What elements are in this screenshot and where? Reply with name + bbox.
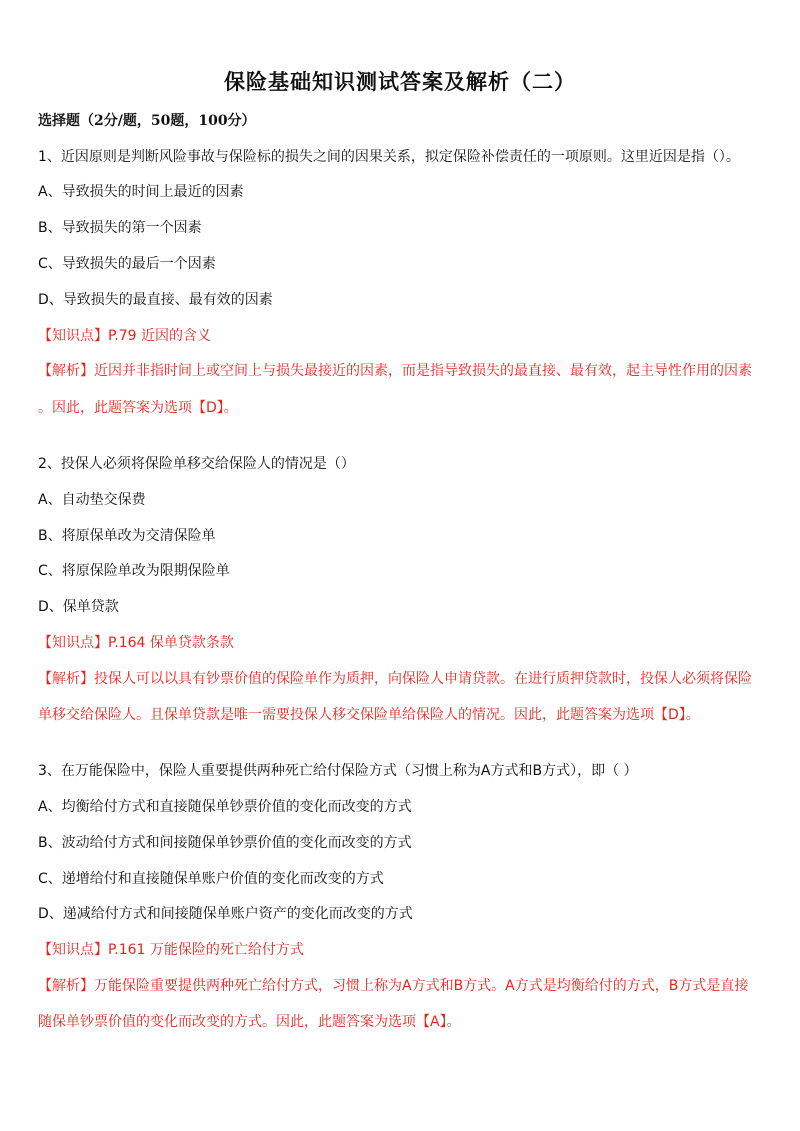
question-3-analysis-line-2: 随保单钞票价值的变化而改变的方式。因此，此题答案为选项【A】。: [38, 1014, 461, 1030]
question-2-knowledge-point: 【知识点】P.164 保单贷款条款: [38, 635, 234, 651]
question-3-knowledge-point: 【知识点】P.161 万能保险的死亡给付方式: [38, 942, 304, 958]
question-1-option-a: A、导致损失的时间上最近的因素: [38, 184, 244, 200]
question-1-stem: 1、近因原则是判断风险事故与保险标的损失之间的因果关系，拟定保险补偿责任的一项原则。这里近因是指（）。: [38, 149, 740, 165]
question-1-analysis-line-1: 【解析】近因并非指时间上或空间上与损失最接近的因素，而是指导致损失的最直接、最有效，起主导性作用的因素: [38, 363, 752, 379]
question-3-option-d: D、递减给付方式和间接随保单账户资产的变化而改变的方式: [38, 906, 413, 922]
question-2-stem: 2、投保人必须将保险单移交给保险人的情况是（）: [38, 456, 355, 472]
question-3-stem: 3、在万能保险中，保险人重要提供两种死亡给付保险方式（习惯上称为A方式和B方式），即（ ）: [38, 763, 638, 779]
question-3-option-c: C、递增给付和直接随保单账户价值的变化而改变的方式: [38, 871, 384, 887]
question-2-option-d: D、保单贷款: [38, 599, 119, 615]
question-2-option-a: A、自动垫交保费: [38, 492, 146, 508]
question-3-analysis-line-1: 【解析】万能保险重要提供两种死亡给付方式，习惯上称为A方式和B方式。A方式是均衡给付的方式，B方式是直接: [38, 978, 749, 994]
question-3-option-a: A、均衡给付方式和直接随保单钞票价值的变化而改变的方式: [38, 799, 412, 815]
question-2-analysis-line-1: 【解析】投保人可以以具有钞票价值的保险单作为质押，向保险人申请贷款。在进行质押贷款时，投保人必须将保险: [38, 671, 752, 687]
question-3-option-b: B、波动给付方式和间接随保单钞票价值的变化而改变的方式: [38, 835, 412, 851]
question-1-option-d: D、导致损失的最直接、最有效的因素: [38, 292, 273, 308]
question-2-analysis-line-2: 单移交给保险人。且保单贷款是唯一需要投保人移交保险单给保险人的情况。因此，此题答案为选项【D】。: [38, 707, 700, 723]
question-1-knowledge-point: 【知识点】P.79 近因的含义: [38, 328, 211, 344]
question-1-option-b: B、导致损失的第一个因素: [38, 220, 202, 236]
question-1-option-c: C、导致损失的最后一个因素: [38, 256, 216, 272]
question-2-option-b: B、将原保单改为交清保险单: [38, 528, 216, 544]
question-2-option-c: C、将原保险单改为限期保险单: [38, 563, 230, 579]
question-1-analysis-line-2: 。因此，此题答案为选项【D】。: [38, 400, 238, 416]
document-title: 保险基础知识测试答案及解析（二）: [224, 70, 576, 94]
section-header: 选择题（2分/题，50题，100分）: [38, 113, 256, 129]
